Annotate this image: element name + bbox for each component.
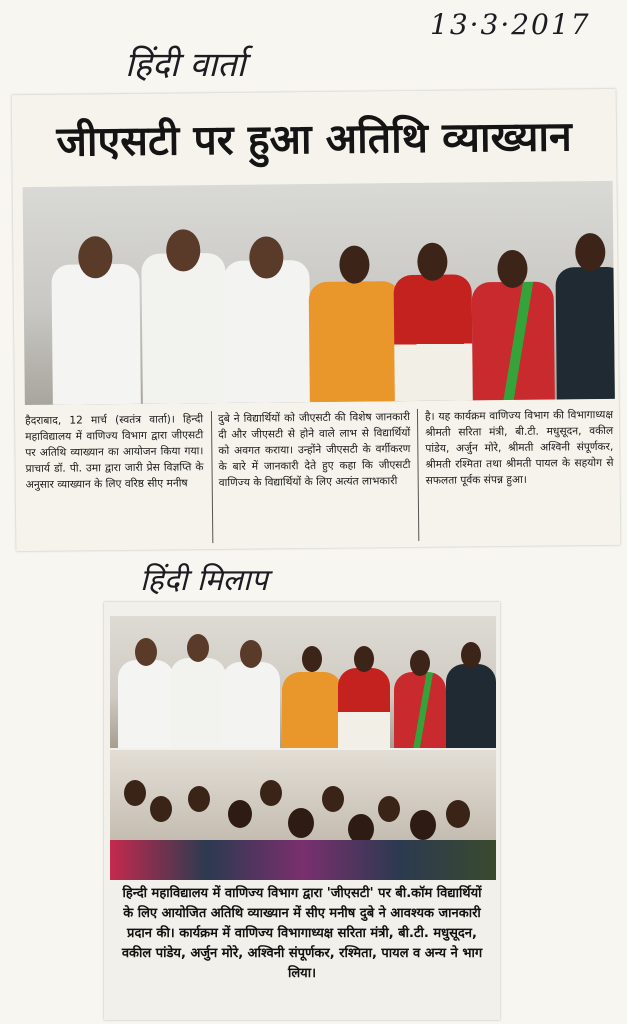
person-figure xyxy=(51,214,141,405)
group-photo xyxy=(23,181,615,405)
person-figure xyxy=(393,230,473,401)
handwritten-source-label: हिंदी मिलाप xyxy=(140,563,268,598)
person-figure xyxy=(282,640,342,748)
person-figure xyxy=(446,636,496,748)
person-figure xyxy=(118,630,174,748)
article-column: हैदराबाद, 12 मार्च (स्वतंत्र वार्ता)। हिन्दी महाविद्यालय में वाणिज्य विभाग द्वारा जीएसटी पर अतिथि व्याख्यान का आयोजन किया गया। प्राचार्य डॉ. पी. उमा द्वारा जारी प्रेस विज्ञप्ति के अनुसार व्याख्यान के लिए वरिष्ठ सीए मनीष xyxy=(24,413,204,492)
audience-photo xyxy=(110,750,496,880)
audience-member xyxy=(188,786,210,812)
person-figure xyxy=(394,644,446,748)
group-photo xyxy=(110,616,496,748)
news-clipping-hindi-milap xyxy=(104,602,500,1020)
person-figure xyxy=(222,632,280,748)
person-figure xyxy=(555,223,615,400)
news-clipping-hindi-varta xyxy=(12,89,621,551)
person-figure xyxy=(471,240,555,401)
article-column: दुबे ने विद्यार्थियों को जीएसटी की विशेष जानकारी दी और जीएसटी से होने वाले लाभ से विद्यार्थियों को अवगत कराया। उन्होंने जीएसटी के वर्गीकरण के बारे में जानकारी देते हुए कहा कि जीएसटी वाणिज्य के विद्यार्थियों के लिए अत्यंत लाभकारी xyxy=(217,411,411,490)
audience-member xyxy=(150,796,172,822)
column-divider xyxy=(417,409,419,541)
audience-member xyxy=(124,780,146,806)
audience-member xyxy=(378,796,400,822)
person-figure xyxy=(338,640,390,748)
headline: जीएसटी पर हुआ अतिथि व्याख्यान xyxy=(56,112,572,166)
audience-member xyxy=(260,780,282,806)
handwritten-date: 13·3·2017 xyxy=(430,8,591,41)
audience-member xyxy=(322,786,344,812)
person-figure xyxy=(141,207,227,404)
person-figure xyxy=(170,626,226,748)
person-figure xyxy=(308,231,402,402)
person-figure xyxy=(223,216,311,403)
audience-clothing xyxy=(110,840,496,880)
column-divider xyxy=(211,411,213,543)
audience-member xyxy=(446,800,470,828)
photo-caption: हिन्दी महाविद्यालय में वाणिज्य विभाग द्वारा 'जीएसटी' पर बी.कॉम विद्यार्थियों के लिए आयोजित अतिथि व्याख्यान में सीए मनीष दुबे ने आवश्यक जानकारी प्रदान की। कार्यक्रम में वाणिज्य विभागाध्यक्ष सरिता मंत्री, बी.टी. मधुसूदन, वकील पांडेय, अर्जुन मोरे, अश्विनी संपूर्णकर, रश्मिता, पायल व अन्य ने भाग लिया। xyxy=(121,886,483,981)
audience-member xyxy=(410,810,436,840)
audience-member xyxy=(228,800,252,828)
audience-member xyxy=(288,808,314,838)
article-column: है। यह कार्यक्रम वाणिज्य विभाग की विभागाध्यक्ष श्रीमती सरिता मंत्री, बी.टी. मधुसूदन, वकील पांडेय, अर्जुन मोरे, श्रीमती अश्विनी संपूर्णकर, श्रीमती रश्मिता तथा श्रीमती पायल के सहयोग से सफलता पूर्वक संपन्न हुआ। xyxy=(424,408,614,487)
handwritten-source-label: हिंदी वार्ता xyxy=(125,45,246,85)
